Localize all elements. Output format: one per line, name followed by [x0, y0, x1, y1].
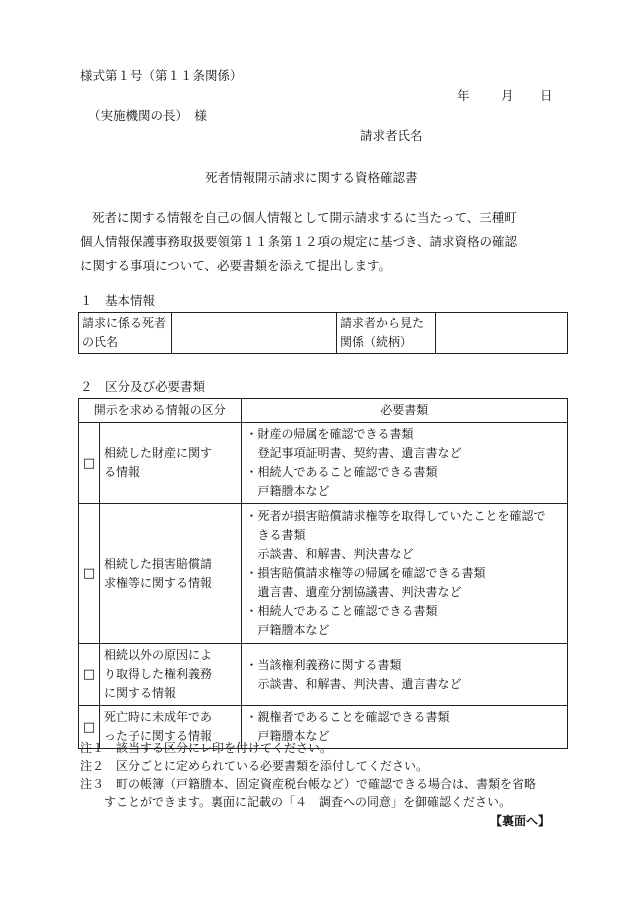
col-documents-header: 必要書類 — [241, 399, 567, 423]
checkbox[interactable]: □ — [79, 706, 100, 749]
col-category-header: 開示を求める情報の区分 — [79, 399, 242, 423]
date-day: 日 — [540, 88, 553, 103]
category-cell: 死亡時に未成年であ った子に関する情報 — [100, 706, 242, 749]
recipient: （実施機関の長） 様 — [88, 108, 207, 123]
documents-cell: ・財産の帰属を確認できる書類 登記事項証明書、契約書、遺言書など ・相続人であること確認できる書類 戸籍謄本など — [241, 423, 567, 504]
form-number: 様式第１号（第１１条関係） — [80, 68, 243, 83]
note-3-continued: すことができます。裏面に記載の「４ 調査への同意」を御確認ください。 — [80, 795, 512, 809]
checkbox[interactable]: □ — [79, 504, 100, 644]
deceased-name-label: 請求に係る死者 の氏名 — [79, 313, 172, 354]
category-table — [78, 398, 568, 749]
date-year: 年 — [457, 88, 470, 103]
note-1: 注１ 該当する区分にレ印を付けてください。 — [80, 741, 333, 755]
intro-line: 個人情報保護事務取扱要領第１１条第１２項の規定に基づき、請求資格の確認 — [80, 234, 518, 249]
date-month: 月 — [501, 88, 514, 103]
basic-info-table — [78, 312, 568, 354]
section2-heading: ２ 区分及び必要書類 — [80, 379, 206, 394]
documents-cell: ・死者が損害賠償請求権等を取得していたことを確認で きる書類 示談書、和解書、判決書など ・損害賠償請求権等の帰属を確認できる書類 遺言書、遺産分割協議書、判決書など ・相続人であること確認できる書類 戸籍謄本など — [241, 504, 567, 644]
table-row — [79, 644, 568, 706]
document-title: 死者情報開示請求に関する資格確認書 — [205, 170, 418, 185]
next-page-indicator: 【裏面へ】 — [490, 814, 551, 828]
checkbox[interactable]: □ — [79, 644, 100, 706]
relationship-label: 請求者から見た 関係（続柄） — [337, 313, 436, 354]
checkbox[interactable]: □ — [79, 423, 100, 504]
section1-heading: １ 基本情報 — [80, 293, 156, 308]
relationship-field[interactable] — [436, 313, 568, 354]
intro-line: に関する事項について、必要書類を添えて提出します。 — [80, 258, 392, 273]
intro-line: 死者に関する情報を自己の個人情報として開示請求するに当たって、三種町 — [92, 210, 517, 225]
intro-paragraph — [80, 206, 570, 278]
table-row — [79, 504, 568, 644]
documents-cell: ・当該権利義務に関する書類 示談書、和解書、判決書、遺言書など — [241, 644, 567, 706]
category-cell: 相続した損害賠償請 求権等に関する情報 — [100, 504, 242, 644]
table-row — [79, 423, 568, 504]
requester-name-label: 請求者氏名 — [360, 128, 423, 143]
note-3: 注３ 町の帳簿（戸籍謄本、固定資産税台帳など）で確認できる場合は、書類を省略 — [80, 777, 537, 791]
note-2: 注２ 区分ごとに定められている必要書類を添付してください。 — [80, 759, 429, 773]
category-cell: 相続した財産に関す る情報 — [100, 423, 242, 504]
documents-cell: ・親権者であることを確認できる書類 戸籍謄本など — [241, 706, 567, 749]
deceased-name-field[interactable] — [172, 313, 337, 354]
category-cell: 相続以外の原因によ り取得した権利義務 に関する情報 — [100, 644, 242, 706]
